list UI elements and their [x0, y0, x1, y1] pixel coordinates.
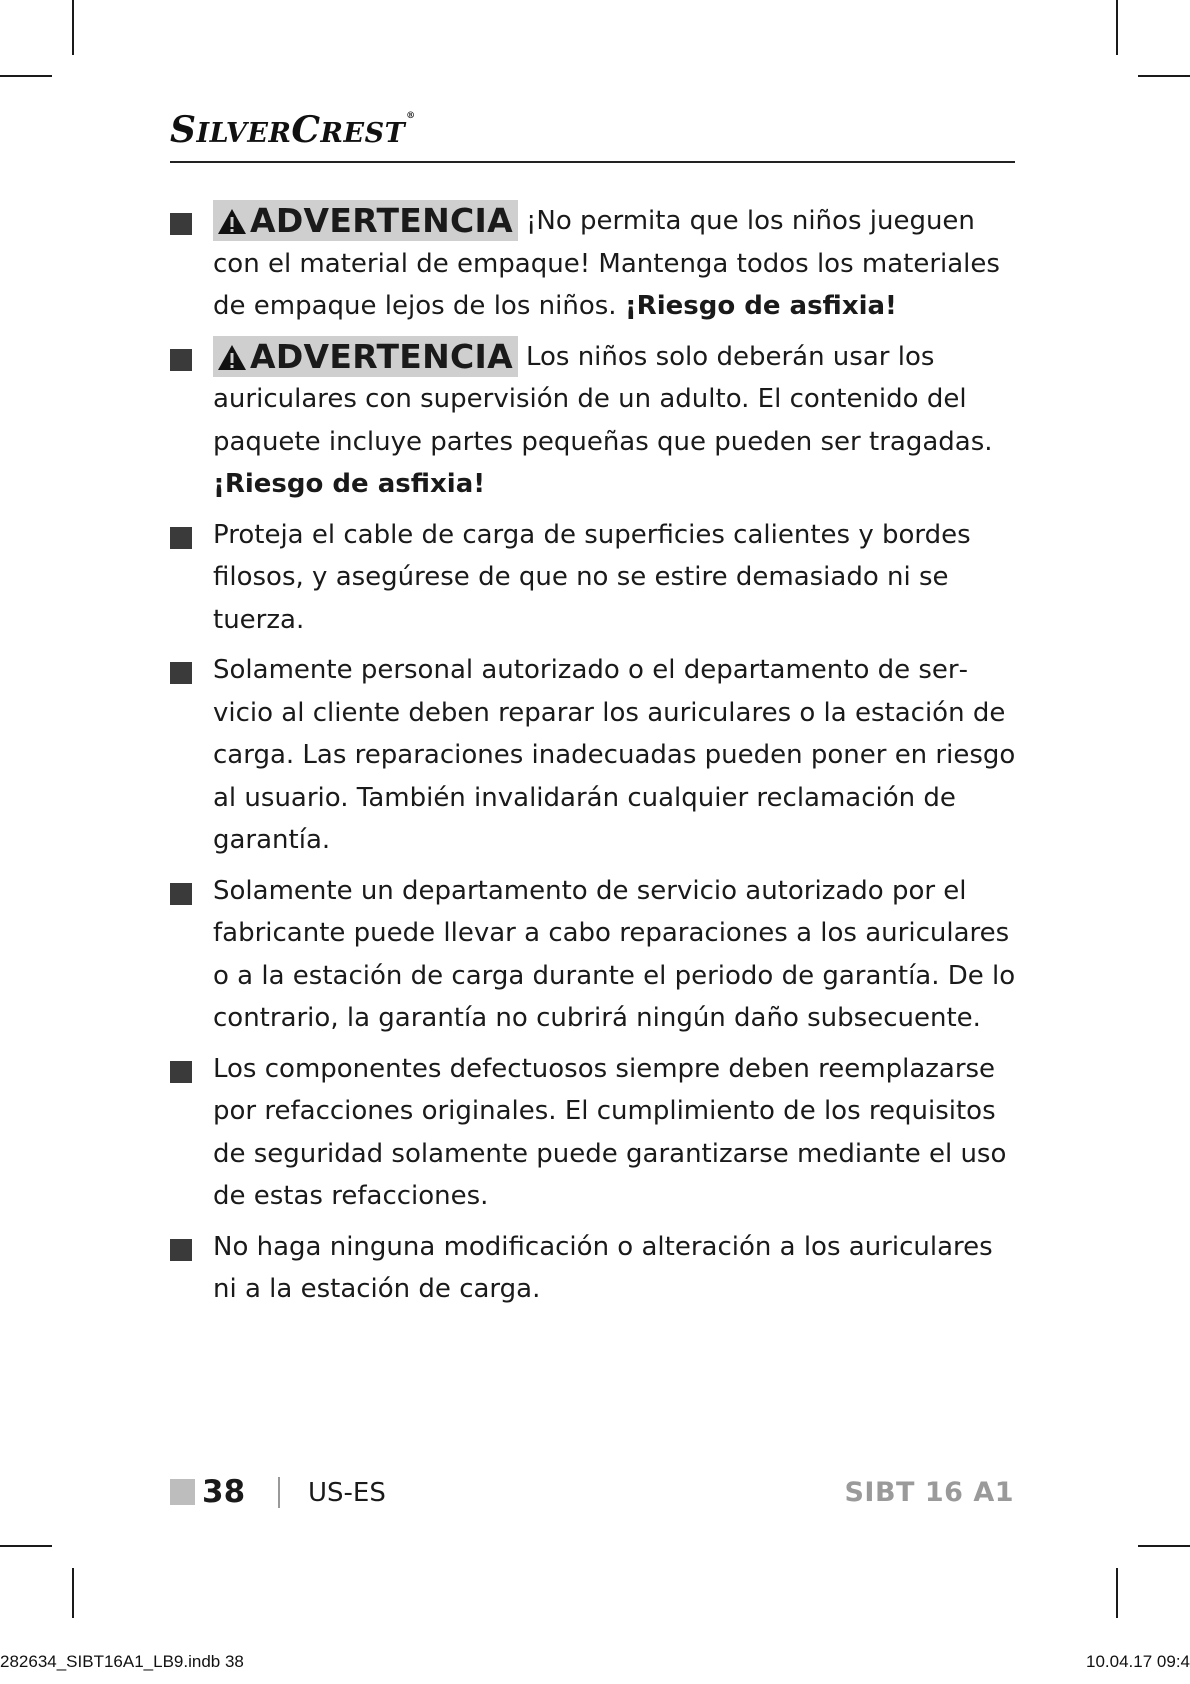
crop-mark — [0, 1545, 52, 1547]
item-emphasis: ¡Riesgo de asfixia! — [624, 291, 897, 321]
locale-label: US-ES — [308, 1478, 386, 1508]
item-text: Los niños solo deberán usar los auriculares con supervisión de un adulto. El contenido del paquete incluye partes pequeñas que pueden ser tragadas. — [213, 341, 993, 457]
item-text: No haga ninguna modificación o alteración a los auriculares ni a la estación de carga. — [213, 1231, 993, 1304]
list-item — [170, 514, 1018, 642]
header-rule — [170, 161, 1015, 163]
bullet-square — [170, 1061, 192, 1083]
warning-label — [213, 336, 518, 377]
warning-label — [213, 200, 518, 241]
item-text: ¡No permita que los niños jueguen con el material de empaque! Mantenga todos los materiales de empaque lejos de los niños. — [213, 206, 1000, 321]
crop-mark — [1116, 0, 1118, 55]
crop-mark — [1138, 1545, 1190, 1547]
crop-mark — [72, 0, 74, 55]
bullet-square — [170, 349, 192, 371]
warning-triangle-icon — [217, 208, 247, 235]
safety-list — [170, 200, 1018, 1319]
list-item — [170, 1048, 1018, 1218]
item-text: Proteja el cable de carga de superficies calientes y bordes filosos, y asegúrese de que no se estire demasiado ni se tuerza. — [213, 519, 971, 635]
bullet-square — [170, 527, 192, 549]
list-item — [170, 1226, 1018, 1311]
bullet-square — [170, 213, 192, 235]
warning-text: ADVERTENCIA — [250, 201, 513, 240]
slug-date: 10.04.17 09:4 — [1086, 1652, 1190, 1671]
slug-file: 282634_SIBT16A1_LB9.indb 38 — [0, 1652, 244, 1671]
list-item — [170, 870, 1018, 1040]
bullet-square — [170, 1239, 192, 1261]
crop-mark — [1138, 75, 1190, 77]
item-text: Solamente un departamento de servicio autorizado por el fabricante puede llevar a cabo reparaciones a los auriculares o a la estación de carga durante el periodo de garantía. De lo contrario, la garantía no cubrirá ningún daño subsecuente. — [213, 875, 1016, 1033]
list-item — [170, 336, 1018, 506]
bullet-square — [170, 662, 192, 684]
warning-triangle-icon — [217, 344, 247, 371]
brand-logo: SILVERCREST® — [170, 109, 416, 151]
list-item — [170, 649, 1018, 862]
model-label: SIBT 16 A1 — [844, 1477, 1014, 1508]
item-text: Solamente personal autorizado o el departamento de servicio al cliente deben reparar los auriculares o la estación de carga. Las reparaciones inadecuadas pueden poner en riesgo al usuario. También invalidarán cualquier reclamación de garantía. — [213, 655, 1016, 855]
crop-mark — [1116, 1568, 1118, 1618]
crop-mark — [72, 1568, 74, 1618]
item-emphasis: ¡Riesgo de asfixia! — [213, 469, 486, 499]
warning-text: ADVERTENCIA — [250, 336, 513, 376]
page-number: 38 — [202, 1474, 246, 1510]
bullet-square — [170, 883, 192, 905]
footer-divider — [278, 1477, 280, 1508]
footer-marker — [170, 1479, 195, 1505]
crop-mark — [0, 75, 52, 77]
list-item — [170, 200, 1018, 328]
item-text: Los componentes defectuosos siempre deben reemplazarse por refacciones originales. El cumplimiento de los requisitos de seguridad solamente puede garantizarse mediante el uso de estas refacciones. — [213, 1053, 1007, 1211]
